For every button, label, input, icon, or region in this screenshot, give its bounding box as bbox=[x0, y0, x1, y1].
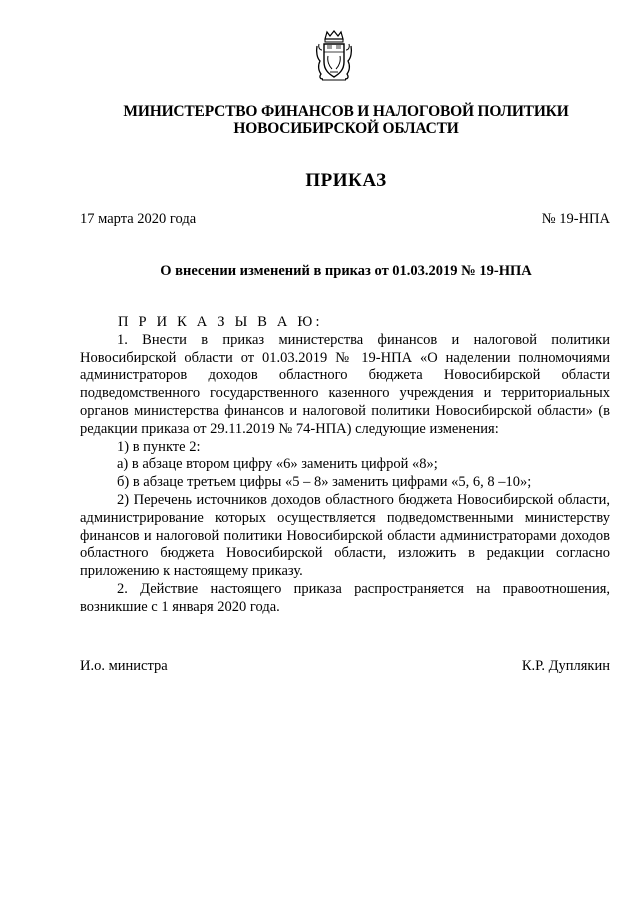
document-type-title: ПРИКАЗ bbox=[305, 170, 387, 191]
order-date: 17 марта 2020 года bbox=[80, 211, 197, 227]
signatory-position: И.о. министра bbox=[80, 658, 168, 674]
order-subject: О внесении изменений в приказ от 01.03.2019 № 19-НПА bbox=[160, 263, 532, 279]
ministry-line-1: МИНИСТЕРСТВО ФИНАНСОВ И НАЛОГОВОЙ ПОЛИТИКИ bbox=[123, 103, 569, 120]
paragraph-1-item-1a: а) в абзаце втором цифру «6» заменить цифрой «8»; bbox=[117, 456, 438, 473]
ministry-line-2: НОВОСИБИРСКОЙ ОБЛАСТИ bbox=[233, 120, 459, 137]
prikazyvayu-heading: П Р И К А З Ы В А Ю: bbox=[118, 314, 323, 330]
order-number: № 19-НПА bbox=[541, 211, 610, 227]
paragraph-1-item-1: 1) в пункте 2: bbox=[117, 438, 201, 455]
ministry-name bbox=[80, 103, 612, 137]
novosibirsk-coat-of-arms-icon bbox=[314, 30, 354, 82]
signatory-name: К.Р. Дуплякин bbox=[521, 658, 610, 674]
order-body bbox=[80, 314, 610, 617]
paragraph-1-item-2: 2) Перечень источников доходов областного бюджета Новосибирской области, администрирование которых осуществляется подведомственными министерству финансов и налоговой политики Новосибирской области администраторами доходов областного бюджета Новосибирской области, изложить в редакции согласно приложению к настоящему приказу. bbox=[80, 491, 610, 580]
paragraph-2: 2. Действие настоящего приказа распространяется на правоотношения, возникшие с 1 января 2020 года. bbox=[80, 580, 610, 615]
paragraph-1: 1. Внести в приказ министерства финансов и налоговой политики Новосибирской области от 01.03.2019 № 19-НПА «О наделении полномочиями администраторов доходов областного бюджета Новосибирской области подведомственного государственного казенного учреждения и территориальных органов министерства финансов и налоговой политики Новосибирской области» (в редакции приказа от 29.11.2019 № 74-НПА) следующие изменения: bbox=[80, 331, 610, 437]
paragraph-1-item-1b: б) в абзаце третьем цифры «5 – 8» заменить цифрами «5, 6, 8 –10»; bbox=[117, 474, 532, 491]
